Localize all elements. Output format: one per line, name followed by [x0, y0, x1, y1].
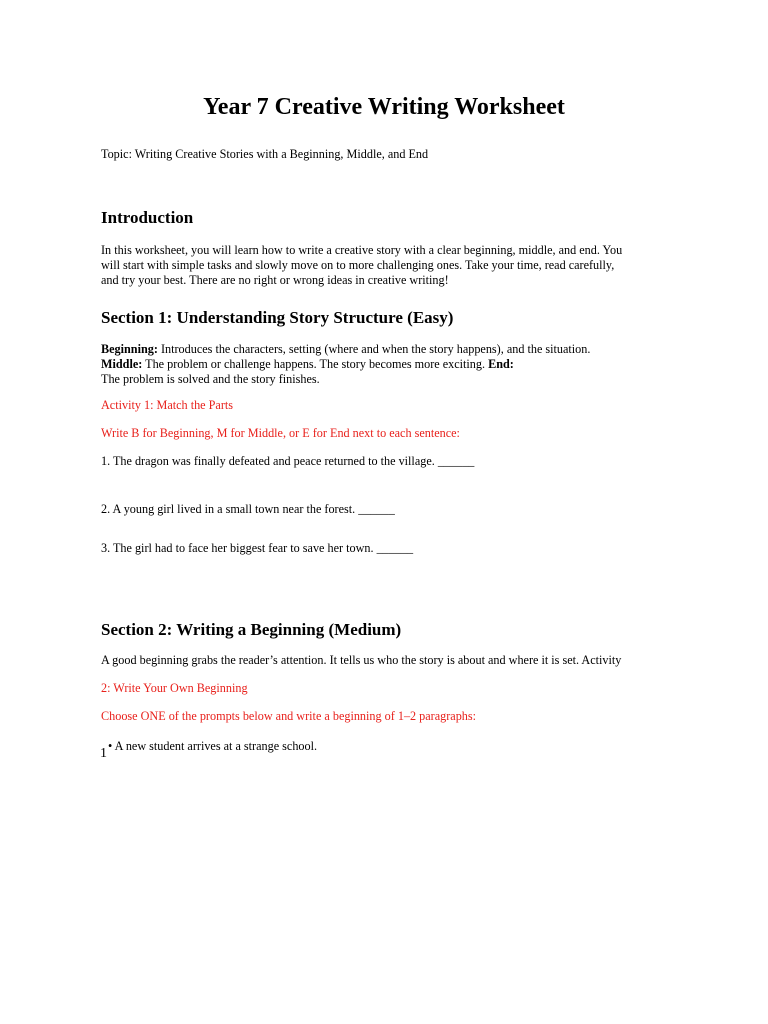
- beginning-text: Introduces the characters, setting (where and when the story happens), and the situation.: [157, 342, 591, 356]
- introduction-line: will start with simple tasks and slowly move on to more challenging ones. Take your time, read carefully,: [101, 258, 615, 272]
- activity2-instruction: Choose ONE of the prompts below and write a beginning of 1–2 paragraphs:: [101, 709, 477, 723]
- activity1-title: Activity 1: Match the Parts: [101, 398, 234, 412]
- introduction-heading: Introduction: [101, 208, 194, 227]
- match-item: 2. A young girl lived in a small town near the forest. ______: [101, 502, 395, 516]
- middle-label: Middle:: [101, 357, 143, 371]
- activity2-title: 2: Write Your Own Beginning: [101, 681, 248, 695]
- middle-text: The problem or challenge happens. The story becomes more exciting.: [142, 357, 489, 371]
- match-item: 1. The dragon was finally defeated and peace returned to the village. ______: [101, 454, 475, 468]
- page-title: Year 7 Creative Writing Worksheet: [203, 94, 565, 120]
- end-label: End:: [488, 357, 514, 371]
- list-number-marker: 1: [100, 746, 107, 761]
- introduction-line: and try your best. There are no right or wrong ideas in creative writing!: [101, 273, 449, 287]
- prompt-item: • A new student arrives at a strange school.: [108, 739, 318, 753]
- end-definition: The problem is solved and the story finishes.: [101, 372, 320, 386]
- section1-heading: Section 1: Understanding Story Structure (Easy): [101, 308, 454, 327]
- topic-line: Topic: Writing Creative Stories with a Beginning, Middle, and End: [101, 147, 429, 161]
- beginning-label: Beginning:: [101, 342, 158, 356]
- introduction-line: In this worksheet, you will learn how to write a creative story with a clear beginning, middle, and end. You: [101, 243, 623, 257]
- section2-intro: A good beginning grabs the reader’s attention. It tells us who the story is about and where it is set. Activity: [101, 653, 622, 667]
- activity1-instruction: Write B for Beginning, M for Middle, or E for End next to each sentence:: [101, 426, 460, 440]
- section2-heading: Section 2: Writing a Beginning (Medium): [101, 620, 402, 639]
- match-item: 3. The girl had to face her biggest fear to save her town. ______: [101, 541, 414, 555]
- beginning-definition: [101, 342, 590, 357]
- middle-definition: [101, 357, 514, 372]
